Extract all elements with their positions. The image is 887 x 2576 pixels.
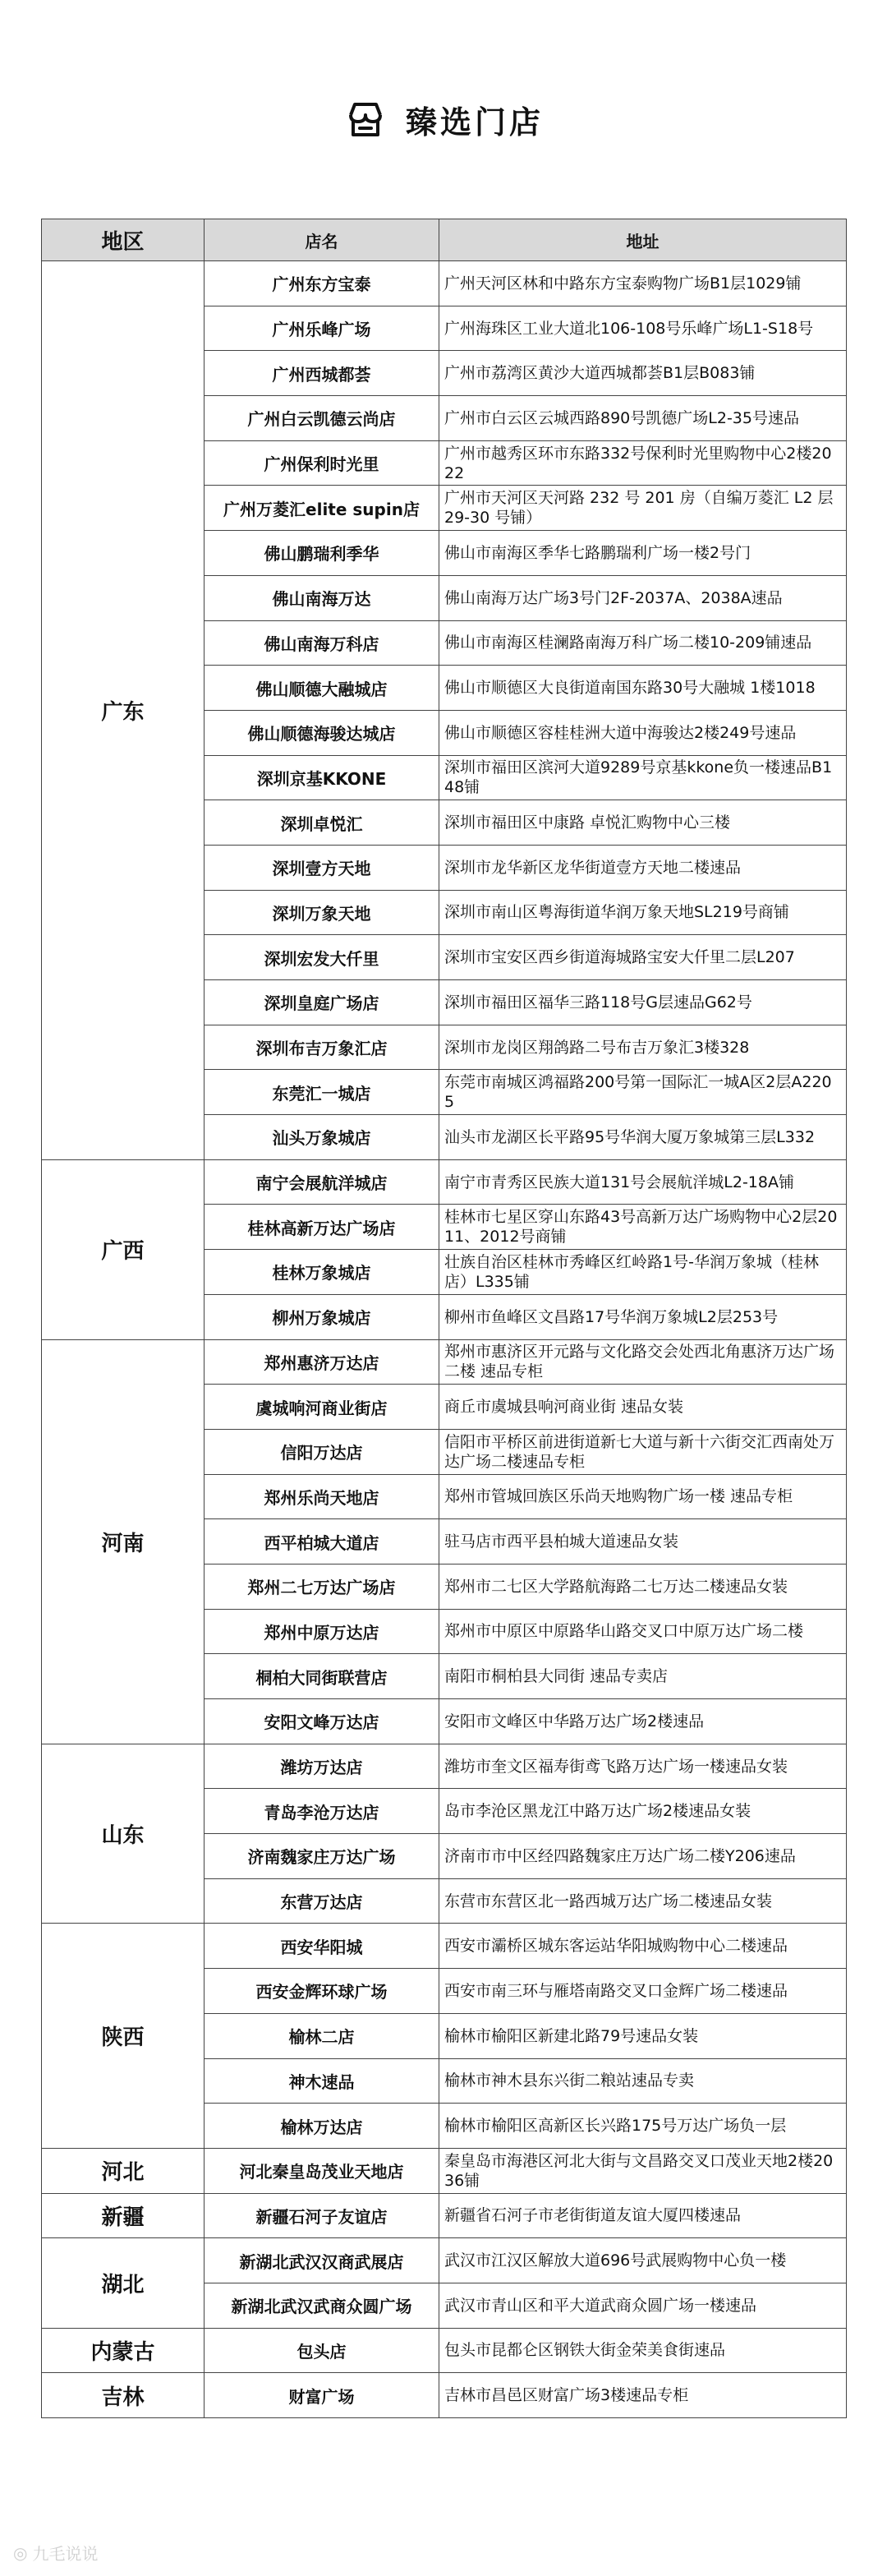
store-address-cell: 郑州市惠济区开元路与文化路交会处西北角惠济万达广场二楼 速品专柜: [439, 1339, 847, 1385]
store-name-cell: 西平柏城大道店: [205, 1519, 439, 1564]
store-address-cell: 广州天河区林和中路东方宝泰购物广场B1层1029铺: [439, 261, 847, 306]
store-address-cell: 西安市南三环与雁塔南路交叉口金辉广场二楼速品: [439, 1969, 847, 2014]
table-row: [42, 2238, 847, 2283]
store-name-cell: 汕头万象城店: [205, 1115, 439, 1160]
store-address-cell: 东营市东营区北一路西城万达广场二楼速品女装: [439, 1878, 847, 1924]
store-name-cell: 东莞汇一城店: [205, 1070, 439, 1115]
table-row: [42, 1339, 847, 1385]
shop-icon: [343, 97, 388, 141]
store-name-cell: 神木速品: [205, 2058, 439, 2104]
store-name-cell: 桂林高新万达广场店: [205, 1205, 439, 1250]
store-address-cell: 西安市灞桥区城东客运站华阳城购物中心二楼速品: [439, 1924, 847, 1969]
store-name-cell: 安阳文峰万达店: [205, 1699, 439, 1744]
store-address-cell: 广州市天河区天河路 232 号 201 房（自编万菱汇 L2 层 29-30 号铺）: [439, 486, 847, 531]
store-name-cell: 佛山南海万达: [205, 575, 439, 620]
store-name-cell: 深圳布吉万象汇店: [205, 1025, 439, 1070]
store-name-cell: 郑州惠济万达店: [205, 1339, 439, 1385]
camera-icon: ◎: [13, 2542, 28, 2563]
table-row: [42, 2328, 847, 2373]
store-name-cell: 济南魏家庄万达广场: [205, 1834, 439, 1879]
store-name-cell: 虞城响河商业街店: [205, 1385, 439, 1430]
region-cell: 内蒙古: [42, 2328, 205, 2373]
store-name-cell: 新疆石河子友谊店: [205, 2193, 439, 2238]
table-row: [42, 2373, 847, 2418]
page-title: 臻选门店: [405, 104, 544, 141]
store-name-cell: 新湖北武汉汉商武展店: [205, 2238, 439, 2283]
store-address-cell: 深圳市南山区粤海街道华润万象天地SL219号商铺: [439, 890, 847, 935]
store-address-cell: 商丘市虞城县响河商业街 速品女装: [439, 1385, 847, 1430]
store-address-cell: 佛山市南海区桂澜路南海万科广场二楼10-209铺速品: [439, 620, 847, 666]
store-address-cell: 桂林市七星区穿山东路43号高新万达广场购物中心2层2011、2012号商铺: [439, 1205, 847, 1250]
store-name-cell: 新湖北武汉武商众圆广场: [205, 2283, 439, 2328]
store-address-cell: 壮族自治区桂林市秀峰区红岭路1号-华润万象城（桂林店）L335铺: [439, 1250, 847, 1295]
store-address-cell: 岛市李沧区黑龙江中路万达广场2楼速品女装: [439, 1789, 847, 1834]
store-address-cell: 信阳市平桥区前进街道新七大道与新十六街交汇西南处万达广场二楼速品专柜: [439, 1429, 847, 1474]
store-name-cell: 广州乐峰广场: [205, 306, 439, 351]
store-address-cell: 郑州市中原区中原路华山路交叉口中原万达广场二楼: [439, 1609, 847, 1654]
store-name-cell: 财富广场: [205, 2373, 439, 2418]
store-address-cell: 深圳市龙岗区翔鸽路二号布吉万象汇3楼328: [439, 1025, 847, 1070]
region-cell: 吉林: [42, 2373, 205, 2418]
store-name-cell: 南宁会展航洋城店: [205, 1159, 439, 1205]
store-name-cell: 西安华阳城: [205, 1924, 439, 1969]
table-row: [42, 2148, 847, 2193]
store-address-cell: 柳州市鱼峰区文昌路17号华润万象城L2层253号: [439, 1294, 847, 1339]
store-address-cell: 武汉市青山区和平大道武商众圆广场一楼速品: [439, 2283, 847, 2328]
store-address-cell: 榆林市榆阳区高新区长兴路175号万达广场负一层: [439, 2104, 847, 2149]
store-address-cell: 榆林市榆阳区新建北路79号速品女装: [439, 2013, 847, 2058]
store-address-cell: 郑州市管城回族区乐尚天地购物广场一楼 速品专柜: [439, 1474, 847, 1519]
store-name-cell: 佛山顺德海骏达城店: [205, 710, 439, 755]
store-name-cell: 广州万菱汇elite supin店: [205, 486, 439, 531]
table-row: [42, 261, 847, 306]
store-address-cell: 广州海珠区工业大道北106-108号乐峰广场L1-S18号: [439, 306, 847, 351]
store-address-cell: 包头市昆都仑区钢铁大街金荣美食街速品: [439, 2328, 847, 2373]
store-address-cell: 武汉市江汉区解放大道696号武展购物中心负一楼: [439, 2238, 847, 2283]
store-name-cell: 西安金辉环球广场: [205, 1969, 439, 2014]
table-row: [42, 1924, 847, 1969]
store-name-cell: 郑州二七万达广场店: [205, 1564, 439, 1609]
store-name-cell: 郑州乐尚天地店: [205, 1474, 439, 1519]
table-body: [42, 261, 847, 2418]
store-name-cell: 深圳壹方天地: [205, 845, 439, 890]
page-header: [0, 82, 887, 156]
store-name-cell: 榆林二店: [205, 2013, 439, 2058]
region-cell: 陕西: [42, 1924, 205, 2148]
store-name-cell: 广州白云凯德云尚店: [205, 396, 439, 441]
store-name-cell: 深圳宏发大仟里: [205, 935, 439, 980]
store-address-cell: 驻马店市西平县柏城大道速品女装: [439, 1519, 847, 1564]
watermark: [13, 2541, 98, 2564]
table-row: [42, 1744, 847, 1789]
store-address-cell: 佛山市顺德区容桂桂洲大道中海骏达2楼249号速品: [439, 710, 847, 755]
store-name-cell: 佛山南海万科店: [205, 620, 439, 666]
store-address-cell: 广州市白云区云城西路890号凯德广场L2-35号速品: [439, 396, 847, 441]
store-name-cell: 郑州中原万达店: [205, 1609, 439, 1654]
store-name-cell: 潍坊万达店: [205, 1744, 439, 1789]
store-address-cell: 深圳市福田区福华三路118号G层速品G62号: [439, 980, 847, 1025]
store-address-cell: 东莞市南城区鸿福路200号第一国际汇一城A区2层A2205: [439, 1070, 847, 1115]
store-address-cell: 广州市越秀区环市东路332号保利时光里购物中心2楼2022: [439, 440, 847, 486]
store-address-cell: 秦皇岛市海港区河北大街与文昌路交叉口茂业天地2楼2036铺: [439, 2148, 847, 2193]
store-address-cell: 深圳市福田区滨河大道9289号京基kkone负一楼速品B148铺: [439, 755, 847, 800]
store-address-cell: 潍坊市奎文区福寿街鸢飞路万达广场一楼速品女装: [439, 1744, 847, 1789]
store-table: [41, 219, 847, 2418]
store-address-cell: 深圳市龙华新区龙华街道壹方天地二楼速品: [439, 845, 847, 890]
store-name-cell: 包头店: [205, 2328, 439, 2373]
store-name-cell: 柳州万象城店: [205, 1294, 439, 1339]
region-cell: 山东: [42, 1744, 205, 1924]
store-name-cell: 深圳京基KKONE: [205, 755, 439, 800]
store-name-cell: 佛山顺德大融城店: [205, 666, 439, 711]
store-name-cell: 榆林万达店: [205, 2104, 439, 2149]
store-address-cell: 吉林市昌邑区财富广场3楼速品专柜: [439, 2373, 847, 2418]
column-header-address: 地址: [439, 219, 847, 261]
table-header-row: [42, 219, 847, 261]
store-address-cell: 榆林市神木县东兴街二粮站速品专卖: [439, 2058, 847, 2104]
store-address-cell: 济南市市中区经四路魏家庄万达广场二楼Y206速品: [439, 1834, 847, 1879]
store-address-cell: 安阳市文峰区中华路万达广场2楼速品: [439, 1699, 847, 1744]
store-name-cell: 深圳皇庭广场店: [205, 980, 439, 1025]
store-name-cell: 深圳万象天地: [205, 890, 439, 935]
store-address-cell: 深圳市宝安区西乡街道海城路宝安大仟里二层L207: [439, 935, 847, 980]
store-name-cell: 广州西城都荟: [205, 351, 439, 396]
store-address-cell: 新疆省石河子市老街街道友谊大厦四楼速品: [439, 2193, 847, 2238]
watermark-text: 九毛说说: [32, 2544, 99, 2564]
store-address-cell: 佛山南海万达广场3号门2F-2037A、2038A速品: [439, 575, 847, 620]
column-header-region: 地区: [42, 219, 205, 261]
store-name-cell: 东营万达店: [205, 1878, 439, 1924]
region-cell: 湖北: [42, 2238, 205, 2328]
column-header-store: 店名: [205, 219, 439, 261]
store-address-cell: 深圳市福田区中康路 卓悦汇购物中心三楼: [439, 800, 847, 846]
store-address-cell: 广州市荔湾区黄沙大道西城都荟B1层B083铺: [439, 351, 847, 396]
store-address-cell: 佛山市顺德区大良街道南国东路30号大融城 1楼1018: [439, 666, 847, 711]
store-name-cell: 信阳万达店: [205, 1429, 439, 1474]
store-name-cell: 桐柏大同街联营店: [205, 1654, 439, 1699]
region-cell: 广西: [42, 1159, 205, 1339]
store-name-cell: 青岛李沧万达店: [205, 1789, 439, 1834]
store-address-cell: 南宁市青秀区民族大道131号会展航洋城L2-18A铺: [439, 1159, 847, 1205]
store-name-cell: 佛山鹏瑞利季华: [205, 531, 439, 576]
store-address-cell: 汕头市龙湖区长平路95号华润大厦万象城第三层L332: [439, 1115, 847, 1160]
store-address-cell: 南阳市桐柏县大同街 速品专卖店: [439, 1654, 847, 1699]
region-cell: 新疆: [42, 2193, 205, 2238]
region-cell: 河北: [42, 2148, 205, 2193]
store-name-cell: 深圳卓悦汇: [205, 800, 439, 846]
store-name-cell: 河北秦皇岛茂业天地店: [205, 2148, 439, 2193]
table-row: [42, 1159, 847, 1205]
table-row: [42, 2193, 847, 2238]
region-cell: 广东: [42, 261, 205, 1160]
store-name-cell: 广州保利时光里: [205, 440, 439, 486]
store-name-cell: 广州东方宝泰: [205, 261, 439, 306]
region-cell: 河南: [42, 1339, 205, 1744]
store-address-cell: 佛山市南海区季华七路鹏瑞利广场一楼2号门: [439, 531, 847, 576]
store-name-cell: 桂林万象城店: [205, 1250, 439, 1295]
store-address-cell: 郑州市二七区大学路航海路二七万达二楼速品女装: [439, 1564, 847, 1609]
